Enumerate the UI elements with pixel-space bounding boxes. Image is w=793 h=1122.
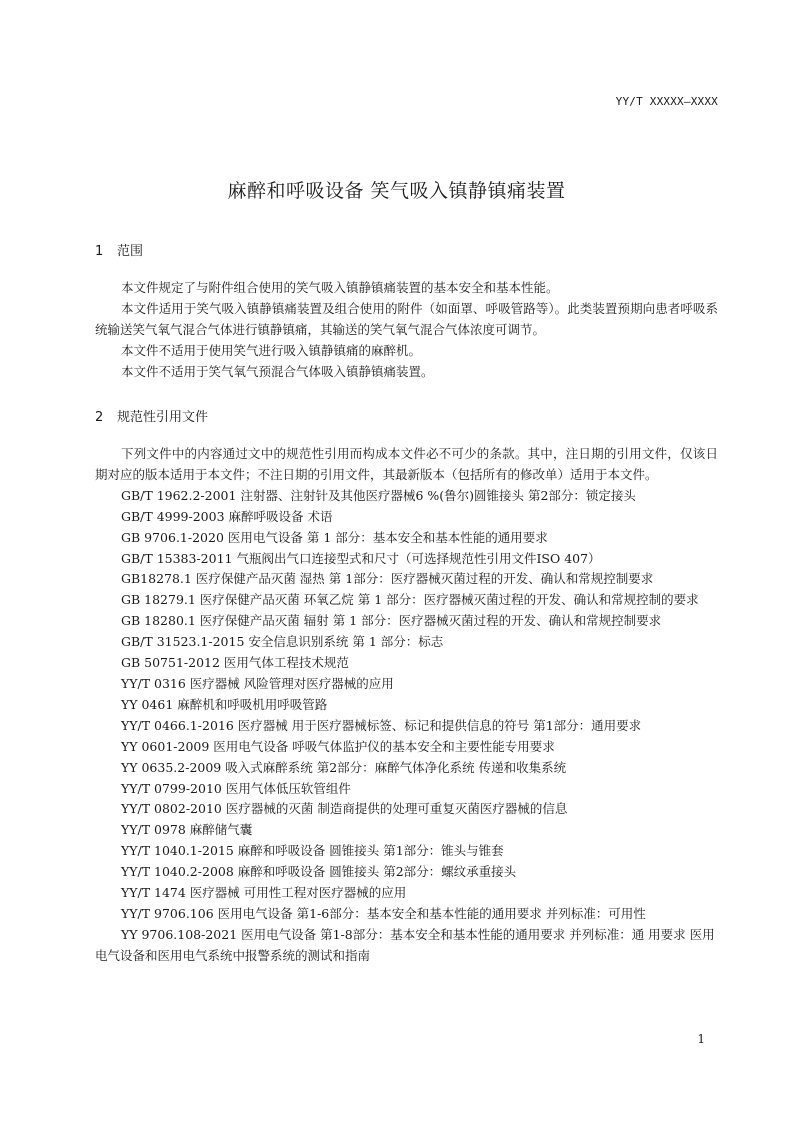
document-title: 麻醉和呼吸设备 笑气吸入镇静镇痛装置 [227, 180, 566, 202]
reference-item: YY 0461 麻醉机和呼吸机用呼吸管路 [121, 696, 328, 712]
reference-item: YY 0635.2-2009 吸入式麻醉系统 第2部分：麻醉气体净化系统 传递和收集系统 [121, 759, 567, 775]
reference-item: YY/T 1040.1-2015 麻醉和呼吸设备 圆锥接头 第1部分：锥头与锥套 [121, 843, 504, 859]
section-title: 范围 [117, 244, 144, 259]
reference-item: YY/T 1040.2-2008 麻醉和呼吸设备 圆锥接头 第2部分：螺纹承重接头 [121, 864, 517, 880]
section-number: 2 [95, 410, 104, 425]
reference-item: GB/T 4999-2003 麻醉呼吸设备 术语 [121, 508, 333, 524]
reference-item: YY/T 0316 医疗器械 风险管理对医疗器械的应用 [121, 675, 394, 691]
references-intro: 下列文件中的内容通过文中的规范性引用而构成本文件必不可少的条款。其中，注日期的引用文件，仅该日期对应的版本适用于本文件；不注日期的引用文件，其最新版本（包括所有的修改单）适用于本文件。 [95, 446, 718, 482]
reference-item: YY/T 9706.106 医用电气设备 第1-6部分：基本安全和基本性能的通用要求 并列标准：可用性 [121, 905, 646, 921]
section-title: 规范性引用文件 [117, 410, 209, 425]
paragraph: 本文件规定了与附件组合使用的笑气吸入镇静镇痛装置的基本安全和基本性能。 [121, 280, 559, 295]
reference-item: YY/T 0466.1-2016 医疗器械 用于医疗器械标签、标记和提供信息的符号 第1部分：通用要求 [121, 717, 642, 733]
reference-item: GB 50751-2012 医用气体工程技术规范 [121, 655, 349, 671]
reference-item: GB/T 31523.1-2015 安全信息识别系统 第 1 部分：标志 [121, 634, 444, 650]
reference-item: YY/T 1474 医疗器械 可用性工程对医疗器械的应用 [121, 885, 407, 901]
section-heading-scope [95, 240, 143, 259]
paragraph: 本文件不适用于笑气氧气预混合气体吸入镇静镇痛装置。 [121, 363, 434, 379]
reference-item: YY/T 0978 麻醉储气囊 [121, 822, 253, 838]
scope-body [95, 278, 718, 383]
section-number: 1 [95, 244, 104, 259]
paragraph: 本文件不适用于使用笑气进行吸入镇静镇痛的麻醉机。 [121, 342, 422, 358]
paragraph: 本文件适用于笑气吸入镇静镇痛装置及组合使用的附件（如面罩、呼吸管路等）。此类装置预期向患者呼吸系统输送笑气氧气混合气体进行镇静镇痛，其输送的笑气氧气混合气体浓度可调节。 [95, 300, 718, 337]
references-body [95, 444, 718, 967]
standard-code: YY/T XXXXX—XXXX [615, 95, 718, 108]
page-number: 1 [697, 1032, 705, 1046]
reference-item: YY 0601-2009 医用电气设备 呼吸气体监护仪的基本安全和主要性能专用要求 [121, 738, 555, 754]
reference-item: GB 18280.1 医疗保健产品灭菌 辐射 第 1 部分：医疗器械灭菌过程的开发、确认和常规控制要求 [121, 613, 662, 629]
reference-item: GB 9706.1-2020 医用电气设备 第 1 部分：基本安全和基本性能的通用要求 [121, 529, 548, 545]
reference-item: GB 18279.1 医疗保健产品灭菌 环氧乙烷 第 1 部分：医疗器械灭菌过程的开发、确认和常规控制的要求 [121, 592, 699, 608]
section-heading-normative-references [95, 406, 208, 425]
reference-item: GB/T 15383-2011 气瓶阀出气口连接型式和尺寸（可选择规范性引用文件ISO 407） [121, 550, 601, 566]
reference-item: GB/T 1962.2-2001 注射器、注射针及其他医疗器械6 %(鲁尔)圆锥接头 第2部分：锁定接头 [121, 487, 636, 503]
reference-item: GB18278.1 医疗保健产品灭菌 湿热 第 1部分：医疗器械灭菌过程的开发、确认和常规控制要求 [121, 571, 654, 587]
reference-item: YY 9706.108-2021 医用电气设备 第1-8部分：基本安全和基本性能的通用要求 并列标准：通 用要求 医用电气设备和医用电气系统中报警系统的测试和指南 [95, 926, 715, 963]
reference-item: YY/T 0802-2010 医疗器械的灭菌 制造商提供的处理可重复灭菌医疗器械的信息 [121, 801, 568, 817]
reference-item: YY/T 0799-2010 医用气体低压软管组件 [121, 780, 351, 796]
